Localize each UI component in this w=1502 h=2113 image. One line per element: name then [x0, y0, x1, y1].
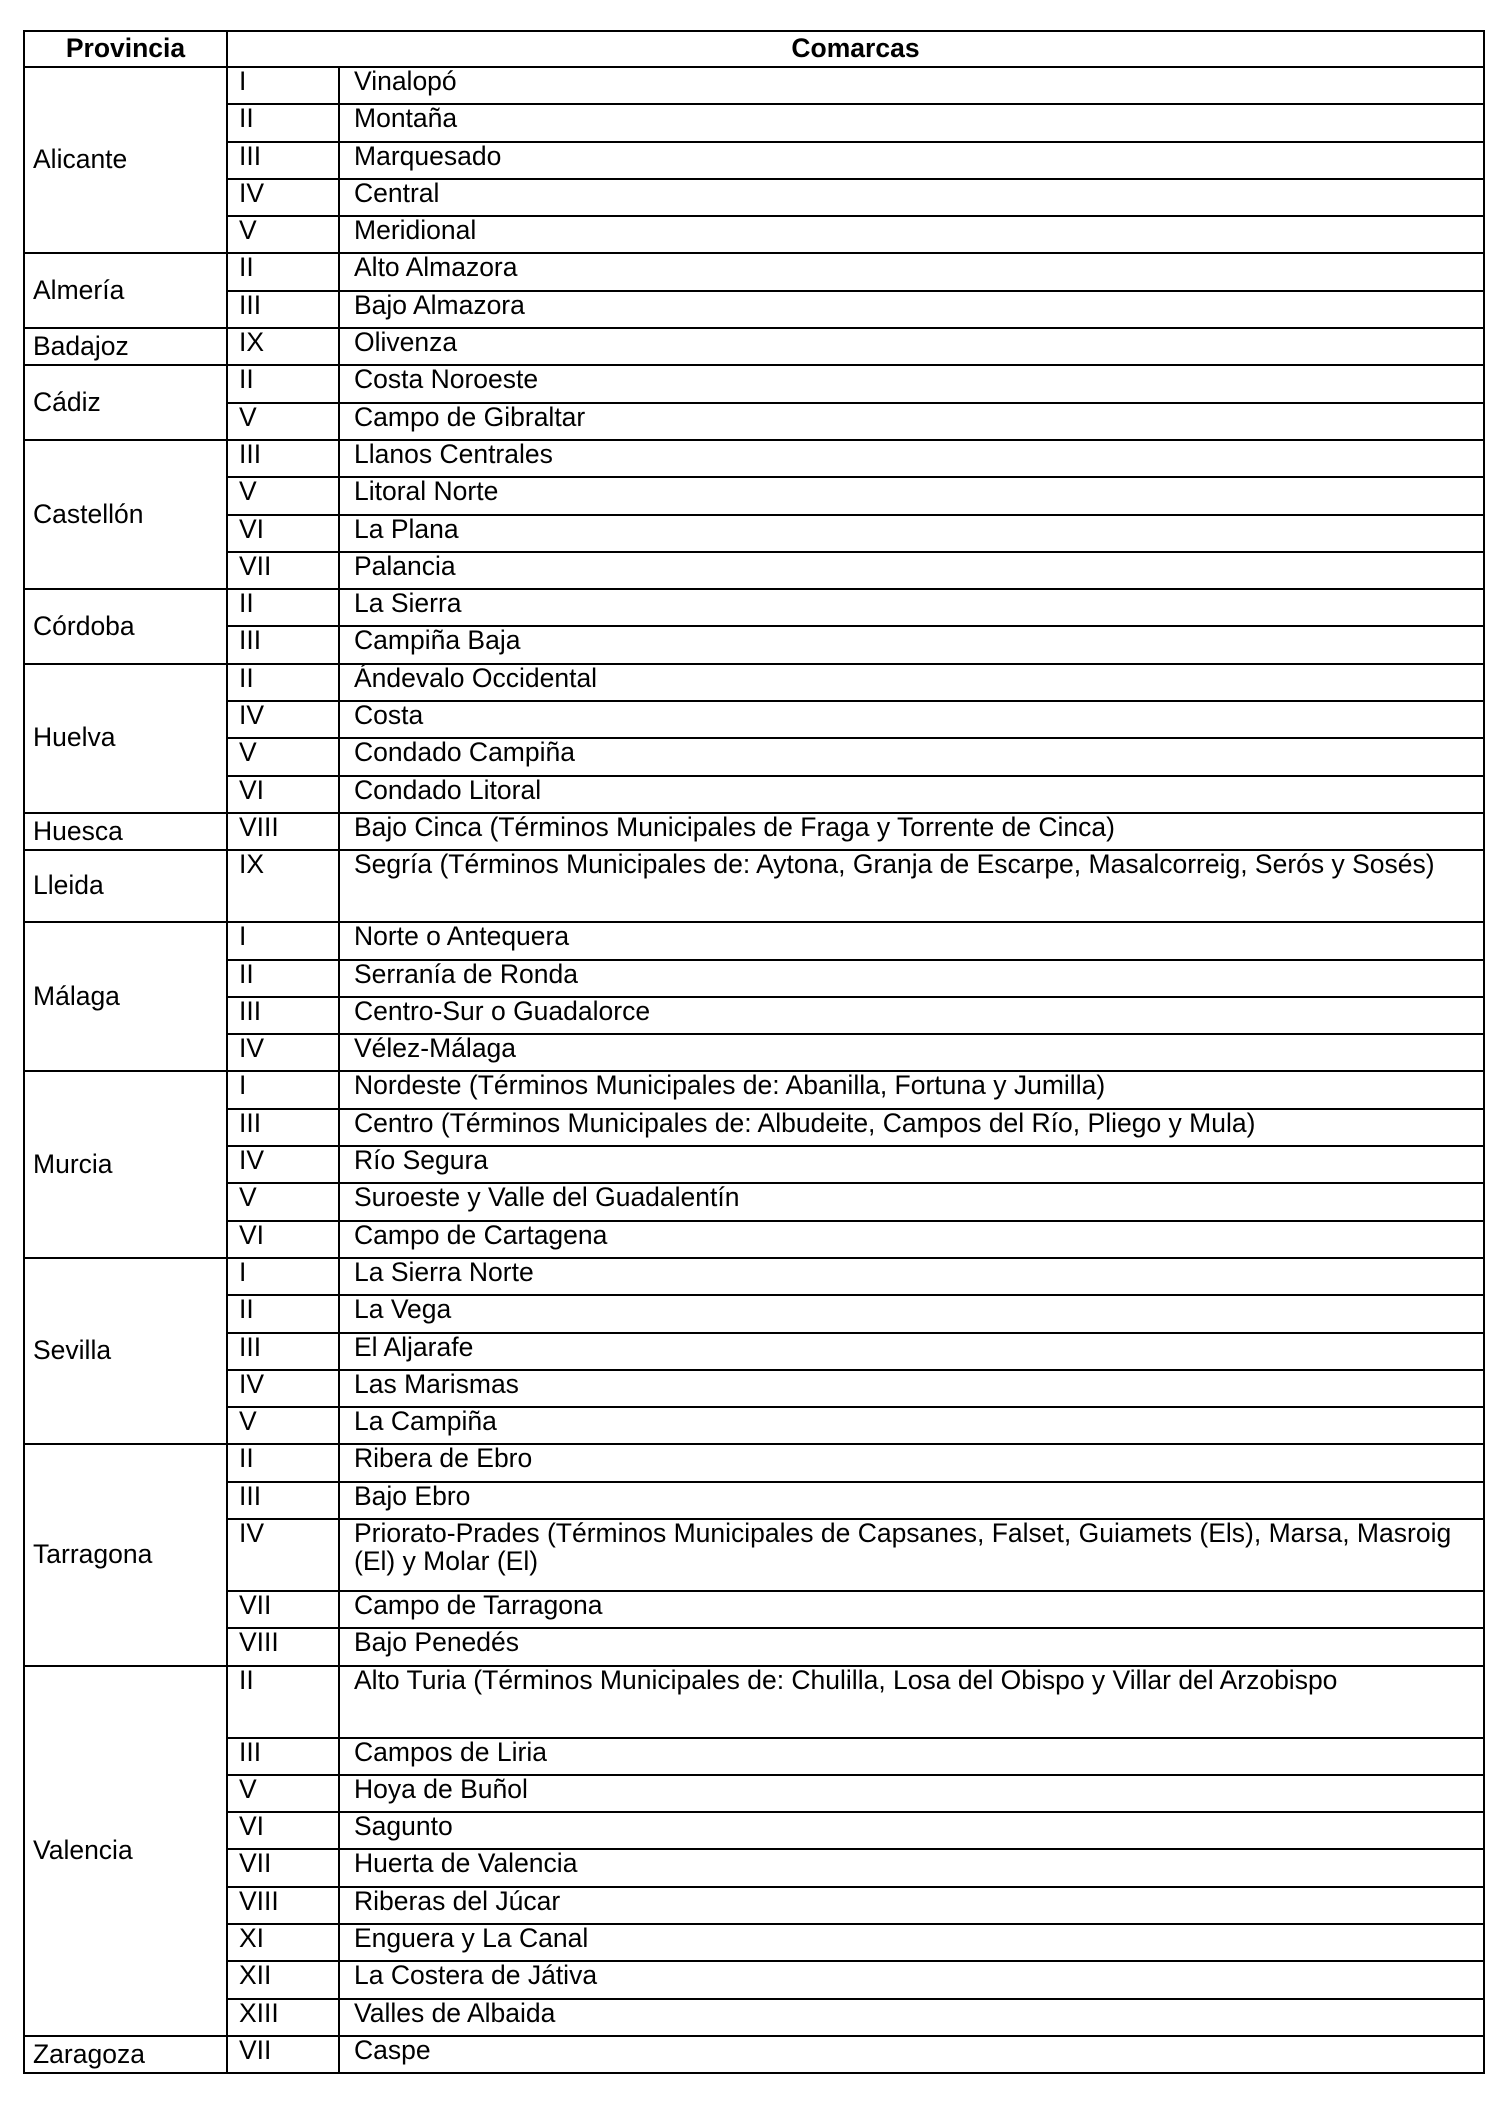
provincia-header: Provincia — [24, 31, 227, 67]
comarca-number: III — [227, 1482, 339, 1519]
table-row — [24, 1146, 1484, 1183]
table-row — [24, 1482, 1484, 1519]
comarca-number: VI — [227, 1221, 339, 1258]
table-row — [24, 776, 1484, 813]
table-row — [24, 179, 1484, 216]
table-row — [24, 850, 1484, 922]
comarca-number: IV — [227, 1146, 339, 1183]
comarca-number: V — [227, 477, 339, 514]
comarca-number: II — [227, 589, 339, 626]
table-row — [24, 997, 1484, 1034]
comarca-number: XI — [227, 1924, 339, 1961]
comarca-number: VII — [227, 552, 339, 589]
table-row — [24, 552, 1484, 589]
comarca-name: Meridional — [339, 216, 1484, 253]
table-row — [24, 960, 1484, 997]
comarca-name: Costa Noroeste — [339, 365, 1484, 402]
comarca-number: III — [227, 1109, 339, 1146]
comarca-name: Río Segura — [339, 1146, 1484, 1183]
comarca-name: Norte o Antequera — [339, 922, 1484, 959]
table-row — [24, 589, 1484, 626]
comarca-name: Condado Litoral — [339, 776, 1484, 813]
comarca-number: VII — [227, 2036, 339, 2073]
comarca-number: III — [227, 142, 339, 179]
table-row — [24, 403, 1484, 440]
comarca-number: III — [227, 1738, 339, 1775]
table-row — [24, 365, 1484, 402]
province-name: Huesca — [24, 813, 227, 850]
comarca-name: Campo de Gibraltar — [339, 403, 1484, 440]
comarca-name: Suroeste y Valle del Guadalentín — [339, 1183, 1484, 1220]
table-row — [24, 104, 1484, 141]
table-row — [24, 328, 1484, 365]
table-row — [24, 1034, 1484, 1071]
comarca-name: Bajo Ebro — [339, 1482, 1484, 1519]
table-row — [24, 1183, 1484, 1220]
comarca-name: La Sierra — [339, 589, 1484, 626]
comarca-number: IX — [227, 328, 339, 365]
comarca-number: IV — [227, 1034, 339, 1071]
comarca-number: VIII — [227, 813, 339, 850]
table-row — [24, 738, 1484, 775]
table-row — [24, 1370, 1484, 1407]
table-row — [24, 664, 1484, 701]
comarca-number: V — [227, 216, 339, 253]
comarca-name: Bajo Cinca (Términos Municipales de Fraga y Torrente de Cinca) — [339, 813, 1484, 850]
comarca-number: III — [227, 997, 339, 1034]
comarca-name: Campo de Cartagena — [339, 1221, 1484, 1258]
province-name: Lleida — [24, 850, 227, 922]
table-row — [24, 1666, 1484, 1738]
comarca-name: Centro-Sur o Guadalorce — [339, 997, 1484, 1034]
comarca-name: Campos de Liria — [339, 1738, 1484, 1775]
table-row — [24, 67, 1484, 104]
comarca-name: Valles de Albaida — [339, 1999, 1484, 2036]
comarca-name: La Campiña — [339, 1407, 1484, 1444]
province-name: Murcia — [24, 1071, 227, 1257]
table-row — [24, 2036, 1484, 2073]
provincia-comarcas-table — [23, 30, 1485, 2074]
table-row — [24, 1591, 1484, 1628]
comarca-number: XII — [227, 1961, 339, 1998]
comarca-name: La Vega — [339, 1295, 1484, 1332]
comarca-name: Litoral Norte — [339, 477, 1484, 514]
comarca-number: III — [227, 440, 339, 477]
comarca-number: IV — [227, 701, 339, 738]
table-row — [24, 440, 1484, 477]
comarca-name: Olivenza — [339, 328, 1484, 365]
table-row — [24, 922, 1484, 959]
comarca-number: VI — [227, 515, 339, 552]
table-row — [24, 1775, 1484, 1812]
table-row — [24, 1071, 1484, 1108]
comarca-name: La Plana — [339, 515, 1484, 552]
comarca-number: IV — [227, 1370, 339, 1407]
table-row — [24, 1221, 1484, 1258]
comarca-name: Hoya de Buñol — [339, 1775, 1484, 1812]
comarca-number: IV — [227, 179, 339, 216]
comarca-name: Las Marismas — [339, 1370, 1484, 1407]
table-row — [24, 1999, 1484, 2036]
province-name: Tarragona — [24, 1444, 227, 1665]
comarca-name: Priorato-Prades (Términos Municipales de Capsanes, Falset, Guiamets (Els), Marsa, Masroig (El) y Molar (El) — [339, 1519, 1484, 1591]
comarca-number: VIII — [227, 1887, 339, 1924]
table-row — [24, 1961, 1484, 1998]
table-row — [24, 1258, 1484, 1295]
comarca-number: II — [227, 253, 339, 290]
table-row — [24, 1109, 1484, 1146]
province-name: Huelva — [24, 664, 227, 813]
table-row — [24, 626, 1484, 663]
table-row — [24, 701, 1484, 738]
comarca-name: Centro (Términos Municipales de: Albudeite, Campos del Río, Pliego y Mula) — [339, 1109, 1484, 1146]
comarca-number: II — [227, 365, 339, 402]
comarca-name: Costa — [339, 701, 1484, 738]
comarca-name: Sagunto — [339, 1812, 1484, 1849]
table-row — [24, 216, 1484, 253]
comarca-number: II — [227, 104, 339, 141]
comarca-number: II — [227, 1295, 339, 1332]
table-row — [24, 1738, 1484, 1775]
table-row — [24, 1628, 1484, 1665]
comarca-name: El Aljarafe — [339, 1333, 1484, 1370]
comarca-number: II — [227, 1444, 339, 1481]
comarca-name: Enguera y La Canal — [339, 1924, 1484, 1961]
comarcas-header: Comarcas — [227, 31, 1484, 67]
comarca-number: V — [227, 738, 339, 775]
comarca-name: Segría (Términos Municipales de: Aytona, Granja de Escarpe, Masalcorreig, Serós y Sosés) — [339, 850, 1484, 922]
province-name: Córdoba — [24, 589, 227, 664]
comarca-name: Vélez-Málaga — [339, 1034, 1484, 1071]
province-name: Badajoz — [24, 328, 227, 365]
table-row — [24, 1407, 1484, 1444]
table-header-row — [24, 31, 1484, 67]
comarca-number: VI — [227, 776, 339, 813]
table-row — [24, 515, 1484, 552]
comarca-name: La Costera de Játiva — [339, 1961, 1484, 1998]
table-row — [24, 813, 1484, 850]
comarca-number: II — [227, 1666, 339, 1738]
comarca-number: V — [227, 1183, 339, 1220]
comarca-number: III — [227, 291, 339, 328]
table-row — [24, 1444, 1484, 1481]
comarca-number: II — [227, 960, 339, 997]
comarca-number: II — [227, 664, 339, 701]
comarca-name: Palancia — [339, 552, 1484, 589]
comarca-number: VIII — [227, 1628, 339, 1665]
comarca-name: Alto Almazora — [339, 253, 1484, 290]
comarca-number: XIII — [227, 1999, 339, 2036]
province-name: Zaragoza — [24, 2036, 227, 2073]
comarca-name: Montaña — [339, 104, 1484, 141]
comarca-number: IX — [227, 850, 339, 922]
comarca-name: Ribera de Ebro — [339, 1444, 1484, 1481]
comarca-number: V — [227, 1775, 339, 1812]
table-row — [24, 1333, 1484, 1370]
comarca-number: III — [227, 626, 339, 663]
province-name: Valencia — [24, 1666, 227, 2036]
table-row — [24, 1295, 1484, 1332]
table-row — [24, 1924, 1484, 1961]
comarca-number: VII — [227, 1849, 339, 1886]
province-name: Alicante — [24, 67, 227, 253]
comarca-number: V — [227, 403, 339, 440]
comarca-name: Condado Campiña — [339, 738, 1484, 775]
comarca-number: I — [227, 1258, 339, 1295]
comarca-name: Campiña Baja — [339, 626, 1484, 663]
table-body — [24, 67, 1484, 2073]
comarca-number: V — [227, 1407, 339, 1444]
comarca-name: Bajo Penedés — [339, 1628, 1484, 1665]
province-name: Castellón — [24, 440, 227, 589]
comarca-number: VI — [227, 1812, 339, 1849]
table-row — [24, 1887, 1484, 1924]
comarca-name: Bajo Almazora — [339, 291, 1484, 328]
table-row — [24, 1812, 1484, 1849]
comarca-name: Campo de Tarragona — [339, 1591, 1484, 1628]
comarca-number: I — [227, 67, 339, 104]
comarca-number: I — [227, 922, 339, 959]
comarca-name: Nordeste (Términos Municipales de: Abanilla, Fortuna y Jumilla) — [339, 1071, 1484, 1108]
comarca-name: Marquesado — [339, 142, 1484, 179]
comarca-number: IV — [227, 1519, 339, 1591]
province-name: Málaga — [24, 922, 227, 1071]
comarca-name: Alto Turia (Términos Municipales de: Chulilla, Losa del Obispo y Villar del Arzobispo — [339, 1666, 1484, 1738]
comarca-number: III — [227, 1333, 339, 1370]
comarca-name: Riberas del Júcar — [339, 1887, 1484, 1924]
table-row — [24, 1519, 1484, 1591]
comarca-name: Serranía de Ronda — [339, 960, 1484, 997]
comarca-name: Central — [339, 179, 1484, 216]
table-row — [24, 142, 1484, 179]
comarca-number: VII — [227, 1591, 339, 1628]
comarca-name: Ándevalo Occidental — [339, 664, 1484, 701]
comarca-name: Vinalopó — [339, 67, 1484, 104]
comarca-name: Huerta de Valencia — [339, 1849, 1484, 1886]
comarca-name: La Sierra Norte — [339, 1258, 1484, 1295]
table-row — [24, 477, 1484, 514]
province-name: Cádiz — [24, 365, 227, 440]
comarca-name: Caspe — [339, 2036, 1484, 2073]
table-row — [24, 1849, 1484, 1886]
table-row — [24, 291, 1484, 328]
table-row — [24, 253, 1484, 290]
comarca-name: Llanos Centrales — [339, 440, 1484, 477]
comarca-number: I — [227, 1071, 339, 1108]
province-name: Almería — [24, 253, 227, 328]
province-name: Sevilla — [24, 1258, 227, 1444]
